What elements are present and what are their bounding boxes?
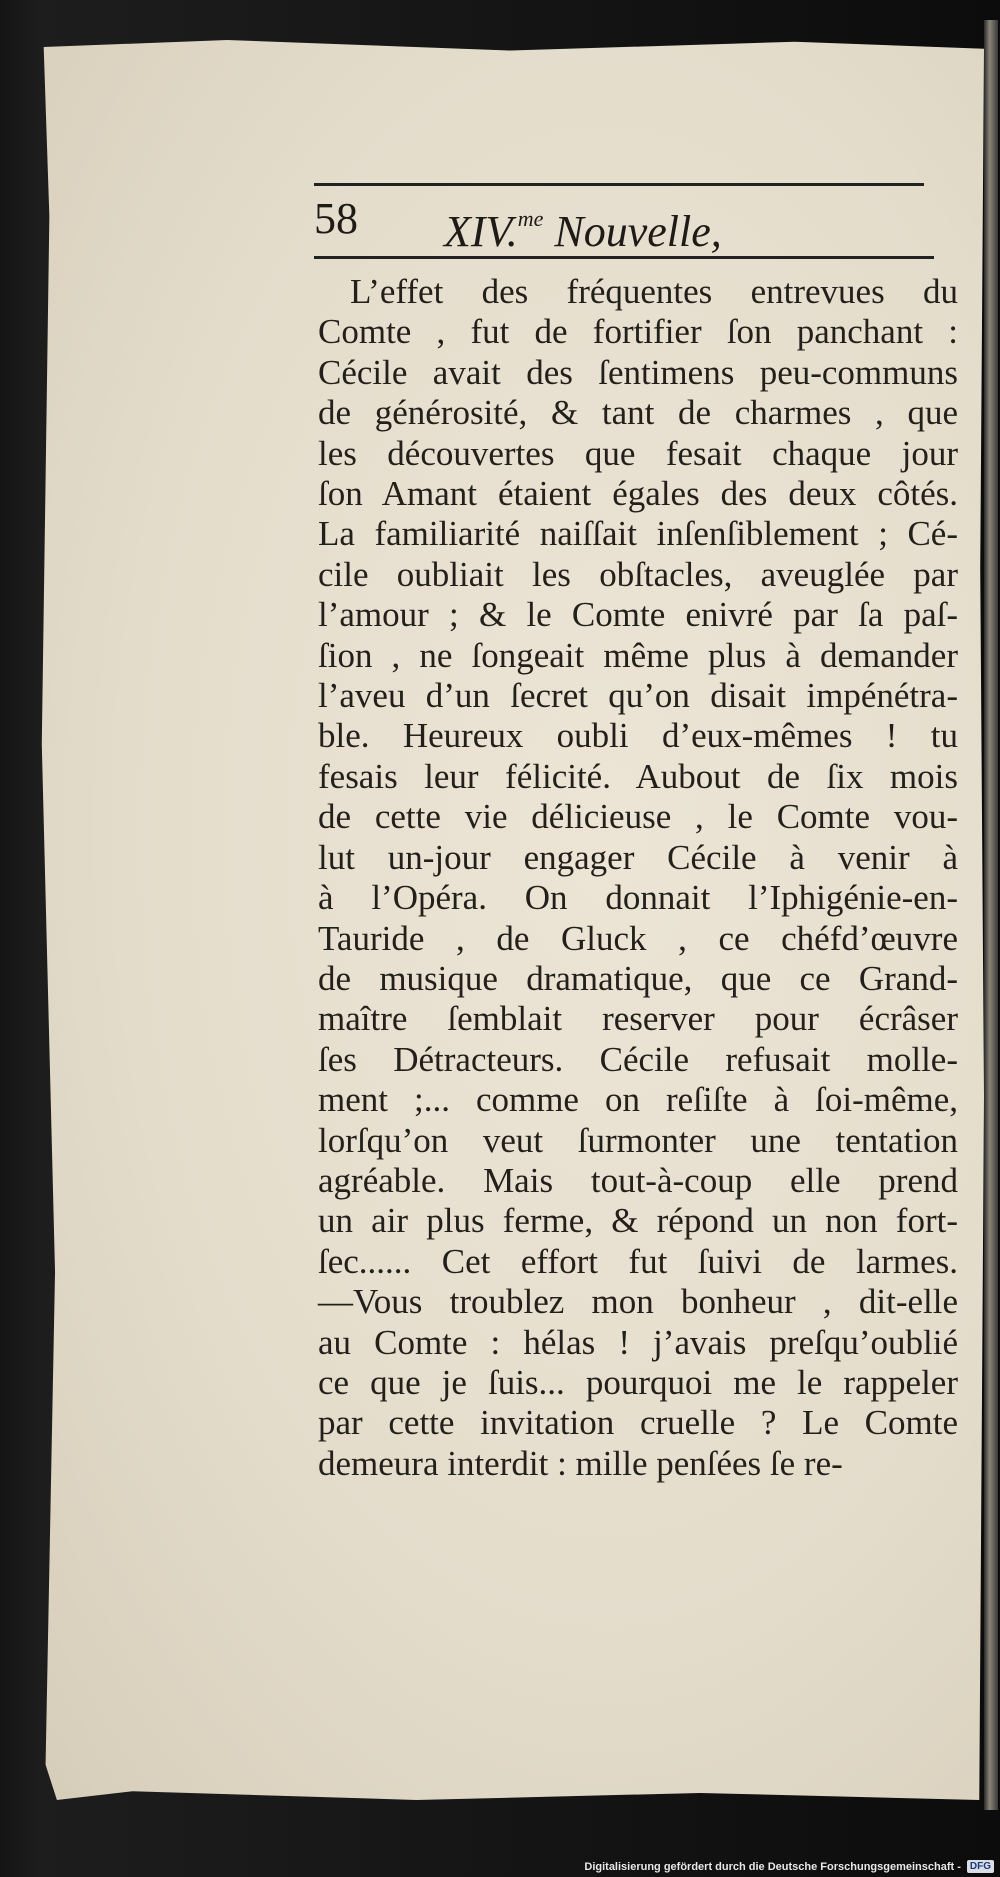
text-line: ſion , ne ſongeait même plus à demander (318, 635, 958, 675)
text-line: maître ſemblait reserver pour écrâser (318, 999, 958, 1039)
running-title (444, 188, 722, 263)
text-line: les découvertes que fesait chaque jour (318, 433, 958, 473)
text-line: L’effet des fréquentes entrevues du (350, 272, 958, 311)
text-line: de musique dramatique, que ce Grand- (318, 958, 958, 998)
text-line: Tauride , de Gluck , ce chéfd’œuvre (318, 918, 958, 958)
text-line: à l’Opéra. On donnait l’Iphigénie-en- (318, 878, 958, 918)
text-line: Comte , fut de fortifier ſon panchant : (318, 312, 958, 352)
text-line: La familiarité naiſſait inſenſiblement ; Cé- (318, 514, 958, 554)
text-line: demeura interdit : mille penſées ſe re- (318, 1443, 843, 1483)
text-line: lorſqu’on veut ſurmonter une tentation (318, 1120, 958, 1160)
text-line: ſec...... Cet effort fut ſuivi de larmes. (318, 1241, 958, 1281)
text-line: cile oubliait les obſtacles, aveuglée par (318, 554, 958, 594)
body-text (318, 272, 958, 1484)
text-line: l’aveu d’un ſecret qu’on disait impénétra- (318, 676, 958, 716)
text-line: ſes Détracteurs. Cécile refusait molle- (318, 1039, 958, 1079)
text-line: Cécile avait des ſentimens peu-communs (318, 352, 958, 392)
title-word: Nouvelle, (554, 207, 722, 256)
text-line: fesais leur félicité. Aubout de ſix mois (318, 756, 958, 796)
text-line: ce que je ſuis... pourquoi me le rappeler (318, 1362, 958, 1402)
header-rule-top (314, 183, 924, 186)
text-line: un air plus ferme, & répond un non fort- (318, 1201, 958, 1241)
credit-text: Digitalisierung gefördert durch die Deutsche Forschungsgemeinschaft - (584, 1860, 961, 1873)
text-line: l’amour ; & le Comte enivré par ſa paſ- (318, 595, 958, 635)
text-line: de cette vie délicieuse , le Comte vou- (318, 797, 958, 837)
text-line: ble. Heureux oubli d’eux-mêmes ! tu (318, 716, 958, 756)
dfg-logo: DFG (967, 1860, 994, 1873)
text-line: agréable. Mais tout-à-coup elle prend (318, 1160, 958, 1200)
title-numeral: XIV. (444, 207, 518, 256)
text-line: au Comte : hélas ! j’avais preſqu’oublié (318, 1322, 958, 1362)
page-number: 58 (314, 194, 358, 243)
text-line: ment ;... comme on reſiſte à ſoi-même, (318, 1080, 958, 1120)
text-line: par cette invitation cruelle ? Le Comte (318, 1403, 958, 1443)
text-line: ſon Amant étaient égales des deux côtés. (318, 474, 958, 514)
text-line: de générosité, & tant de charmes , que (318, 393, 958, 433)
book-edge (984, 20, 998, 1810)
text-line: lut un-jour engager Cécile à venir à (318, 837, 958, 877)
digitization-credit (584, 1860, 994, 1873)
title-superscript: me (517, 206, 544, 231)
text-line: —Vous troublez mon bonheur , dit-elle (318, 1282, 958, 1322)
header-rule-bottom (314, 256, 934, 259)
running-header (314, 188, 934, 256)
